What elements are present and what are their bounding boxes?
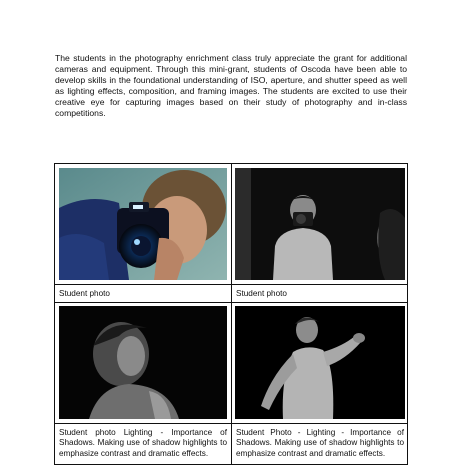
photo-caption: Student photo [59, 289, 110, 298]
table-divider [55, 284, 407, 285]
student-photo-shadow-portrait [59, 306, 227, 419]
intro-paragraph: The students in the photography enrichment class truly appreciate the grant for additional cameras and equipment. Through this mini-grant, students of Oscoda have been able to develop skills in the foundational understanding of ISO, aperture, and shutter speed as well as lighting effects, composition, and framing images. The students are excited to use their creative eye for capturing images based on their study of photography and in-class competitions. [55, 53, 407, 118]
student-photo-dark-room [235, 168, 405, 280]
photo-table [54, 163, 408, 465]
photo-caption: Student photo Lighting - Importance of Shadows. Making use of shadow highlights to emphasize contrast and dramatic effects. [59, 428, 227, 458]
photo-caption: Student photo [236, 289, 287, 298]
table-divider [55, 302, 407, 303]
student-photo-spotlight-pose [235, 306, 405, 419]
photo-caption: Student Photo - Lighting - Importance of Shadows. Making use of shadow highlights to emphasize contrast and dramatic effects. [236, 428, 404, 458]
table-divider-vertical [231, 164, 232, 464]
table-divider [55, 423, 407, 424]
student-photo-camera-closeup [59, 168, 227, 280]
